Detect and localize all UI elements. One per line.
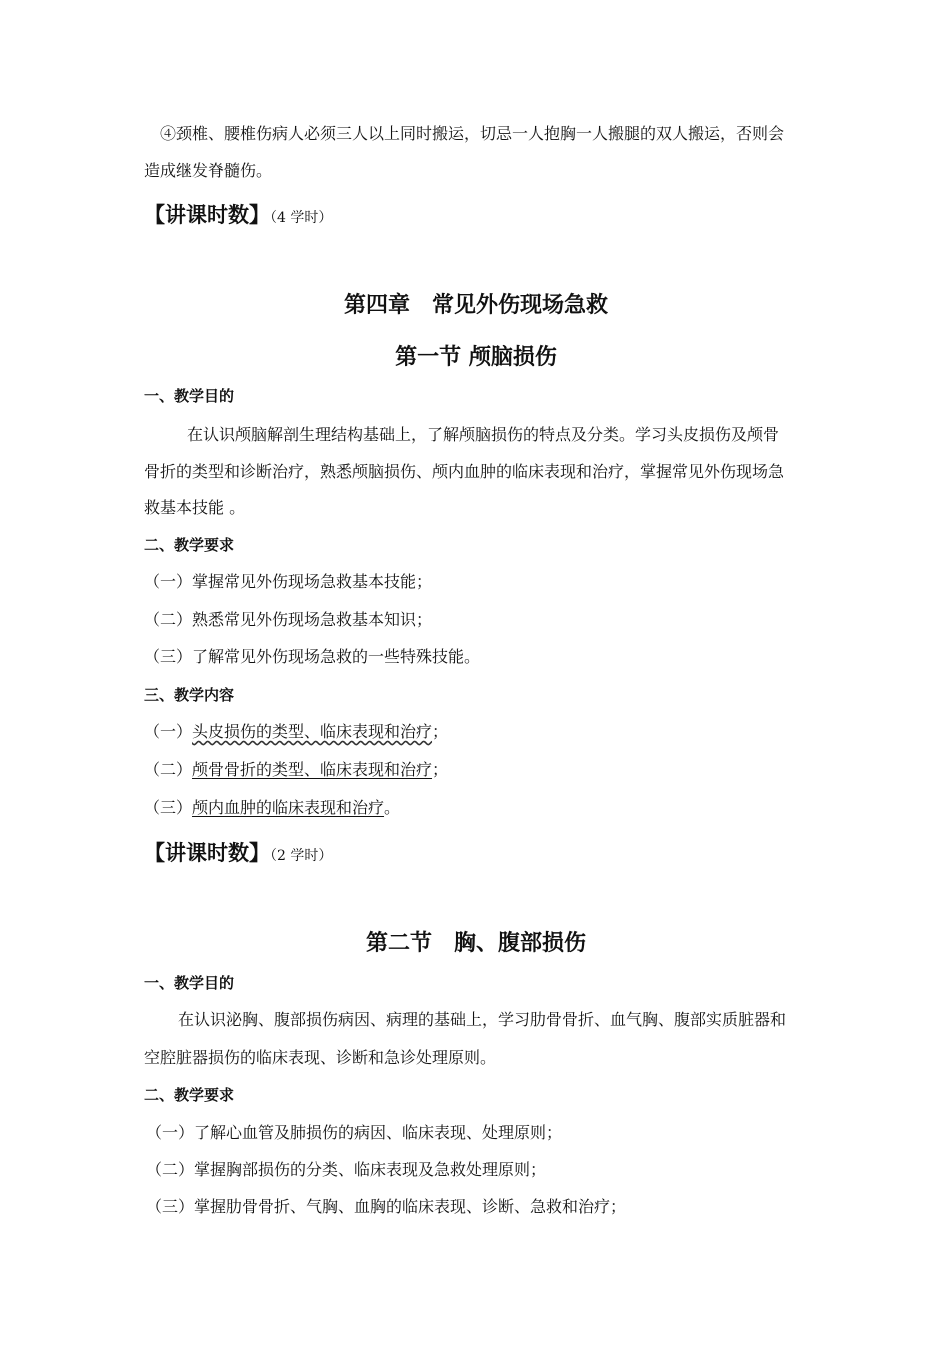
lecture-hours-label: 【讲课时数】 <box>144 841 270 865</box>
section1-req-2: （二）熟悉常见外伤现场急救基本知识； <box>144 610 433 629</box>
section1-goal-line-3: 救基本技能 。 <box>144 498 246 517</box>
lecture-hours-2 <box>144 838 332 871</box>
content-topic-text: 颅内血肿的临床表现和治疗 <box>192 798 385 817</box>
lecture-hours-1 <box>144 200 332 233</box>
section1-goal-heading: 一、教学目的 <box>144 387 235 405</box>
section2-req-heading: 二、教学要求 <box>144 1086 235 1104</box>
intro-item4-line2: 造成继发脊髓伤。 <box>144 161 273 180</box>
content-topic-text: 头皮损伤的类型、临床表现和治疗 <box>192 722 433 741</box>
lecture-hours-value: （2 学时） <box>270 848 333 864</box>
lecture-hours-value: （4 学时） <box>270 210 333 226</box>
section1-goal-line-1: 在认识颅脑解剖生理结构基础上，了解颅脑损伤的特点及分类。学习头皮损伤及颅骨 <box>187 425 780 444</box>
section2-req-2: （二）掌握胸部损伤的分类、临床表现及急救处理原则； <box>146 1160 547 1179</box>
intro-item4-line1: ④颈椎、腰椎伤病人必须三人以上同时搬运，切忌一人抱胸一人搬腿的双人搬运，否则会 <box>160 124 785 143</box>
section1-content-3: （三）颅内血肿的临床表现和治疗。 <box>144 798 401 817</box>
section1-req-3: （三）了解常见外伤现场急救的一些特殊技能。 <box>144 647 481 666</box>
section2-goal-heading: 一、教学目的 <box>144 974 235 992</box>
section2-goal-line-1: 在认识泌胸、腹部损伤病因、病理的基础上，学习肋骨骨折、血气胸、腹部实质脏器和 <box>178 1010 787 1029</box>
section1-req-heading: 二、教学要求 <box>144 536 235 554</box>
section1-content-1: （一）头皮损伤的类型、临床表现和治疗； <box>144 722 449 741</box>
section1-goal-line-2: 骨折的类型和诊断治疗，熟悉颅脑损伤、颅内血肿的临床表现和治疗，掌握常见外伤现场急 <box>144 462 785 481</box>
section1-title: 第一节 颅脑损伤 <box>395 345 557 370</box>
content-topic-text: 颅骨骨折的类型、临床表现和治疗 <box>192 760 433 779</box>
section2-req-3: （三）掌握肋骨骨折、气胸、血胸的临床表现、诊断、急救和治疗； <box>146 1197 627 1216</box>
chapter-title: 第四章 常见外伤现场急救 <box>343 293 608 318</box>
lecture-hours-label: 【讲课时数】 <box>144 203 270 227</box>
section1-content-heading: 三、教学内容 <box>144 686 235 704</box>
section2-title: 第二节 胸、腹部损伤 <box>365 931 586 956</box>
section1-content-2: （二）颅骨骨折的类型、临床表现和治疗； <box>144 760 449 779</box>
section1-req-1: （一）掌握常见外伤现场急救基本技能； <box>144 572 433 591</box>
section2-req-1: （一）了解心血管及肺损伤的病因、临床表现、处理原则； <box>146 1123 563 1142</box>
section2-goal-line-2: 空腔脏器损伤的临床表现、诊断和急诊处理原则。 <box>144 1048 497 1067</box>
